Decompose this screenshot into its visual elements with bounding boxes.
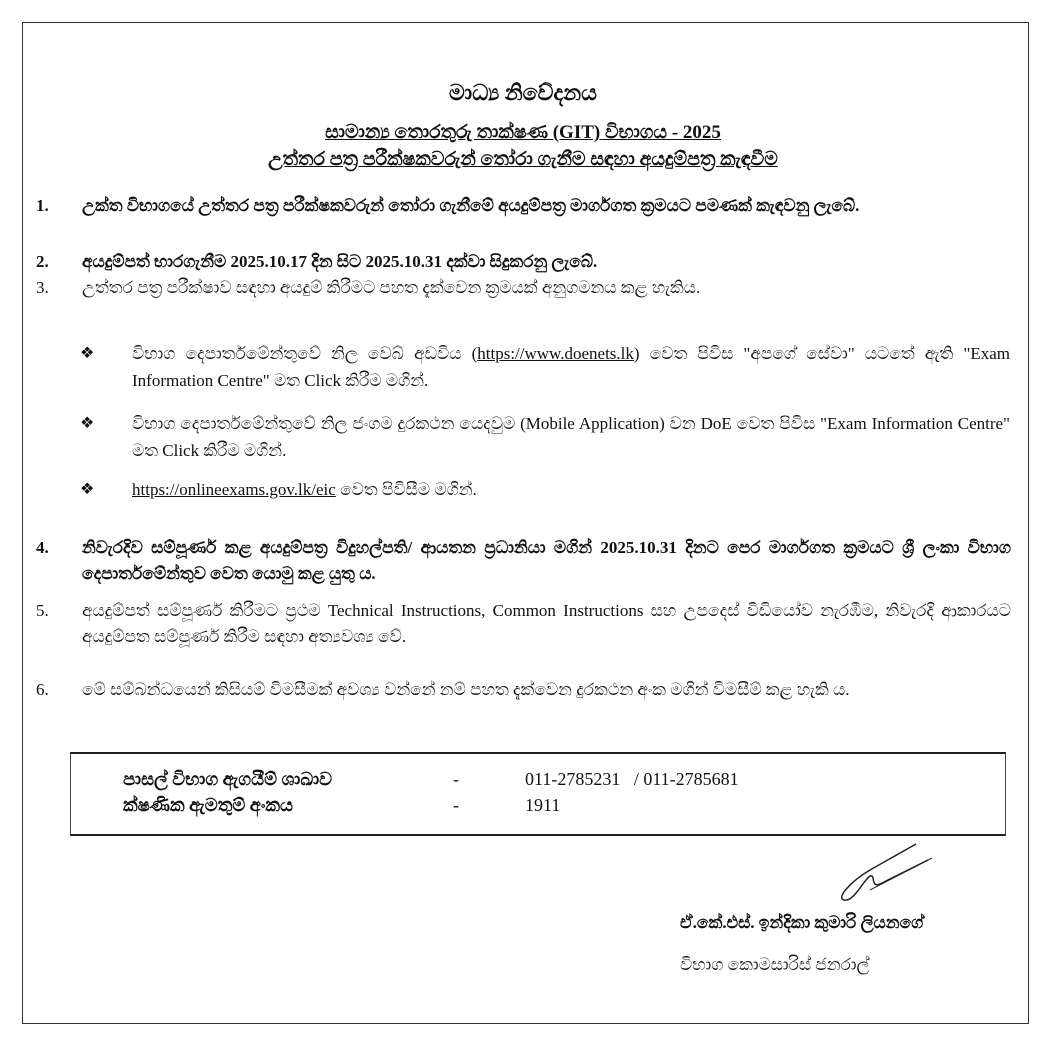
call-for-applications-subtitle: උත්තර පත්‍ර පරීක්ෂකවරුන් තෝරා ගැනීම සඳහා අයදුම්පත්‍ර කැඳවීම (268, 149, 778, 170)
item-text: නිවැරදිව සම්පූර්ණ කළ අයදුම්පත්‍ර විදුහල්පති/ ආයතන ප්‍රධානියා මගින් 2025.10.31 දිනට පෙර මාර්ගගත ක්‍රමයට ශ්‍රී ලංකා විභාග දෙපාර්තමේන්තුව වෙත යොමු කළ යුතු ය. (82, 538, 1011, 583)
exam-subtitle: සාමාන්‍ය තොරතුරු තාක්ෂණ (GIT) විභාගය - 2025 (325, 122, 721, 143)
signatory-name: ඒ.කේ.එස්. ඉන්දිකා කුමාරි ලියනගේ (680, 913, 924, 932)
bullet-text: විභාග දෙපාර්තමේන්තුවේ නිල ජංගම දුරකථන යෙදවුම (Mobile Application) වන DoE වෙත පිවිස "Exam Information Centre" මත Click කිරීම මගින්. (132, 414, 1010, 460)
bullet-item (80, 476, 1010, 503)
contact-separator: - (453, 769, 459, 789)
item-number: 3. (36, 278, 49, 297)
contact-phone: 1911 (525, 795, 561, 815)
contact-phone: 011-2785231 / 011-2785681 (525, 769, 739, 789)
contact-box (70, 752, 1006, 836)
page-title: මාධ්‍ය නිවේදනය (449, 80, 597, 105)
bullet-item (80, 340, 1010, 394)
bullet-item (80, 410, 1010, 464)
item-text: අයදුම්පත් සම්පූර්ණ කිරීමට ප්‍රථම Technical Instructions, Common Instructions සහ උපදෙස් වීඩියෝව නැරඹීම, නිවැරදි ආකාරයට අයදුම්පත සම්පූර්ණ කිරීම සඳහා අත්‍යවශ්‍ය වේ. (82, 601, 1011, 646)
signatory-title: විභාග කොමසාරිස් ජනරාල් (680, 955, 870, 974)
list-item (36, 249, 1011, 275)
signature-image (840, 840, 940, 910)
bullet-text: වෙත පිවිසීම මගින්. (335, 480, 477, 499)
contact-label: පාසල් විභාග ඇගයීම් ශාඛාව (123, 769, 333, 789)
contact-label: ක්ෂණික ඇමතුම් අංකය (123, 795, 293, 815)
item-number: 6. (36, 680, 49, 699)
item-number: 2. (36, 252, 49, 271)
item-number: 4. (36, 538, 49, 557)
item-number: 5. (36, 601, 49, 620)
item-text: මේ සම්බන්ධයෙන් කිසියම් විමසීමක් අවශ්‍ය වන්නේ නම් පහත දැක්වෙන දුරකථන අංක මගින් විමසීම් කළ හැකි ය. (82, 680, 850, 699)
onlineexams-link[interactable]: https://onlineexams.gov.lk/eic (132, 480, 336, 499)
bullet-text: ) වෙත පිවිස "අපගේ සේවා" යටතේ ඇති "Exam Information Centre" මත Click කිරීම මගින්. (132, 344, 1010, 390)
doenets-link[interactable]: https://www.doenets.lk (477, 344, 634, 363)
contact-row (123, 766, 983, 792)
bullet-text: විභාග දෙපාර්තමේන්තුවේ නිල වෙබ් අඩවිය ( (132, 344, 478, 363)
list-item (36, 275, 1011, 301)
item-text: උත්තර පත්‍ර පරීක්ෂාව සඳහා අයදුම් කිරීමට පහත දැක්වෙන ක්‍රමයක් අනුගමනය කළ හැකිය. (82, 278, 701, 297)
diamond-bullet-icon: ❖ (80, 481, 95, 498)
list-item (36, 535, 1011, 587)
contact-row (123, 792, 983, 818)
contact-separator: - (453, 795, 459, 815)
diamond-bullet-icon: ❖ (80, 415, 95, 432)
list-item (36, 193, 1011, 219)
list-item (36, 598, 1011, 650)
item-number: 1. (36, 196, 49, 215)
list-item (36, 677, 1011, 703)
diamond-bullet-icon: ❖ (80, 345, 95, 362)
item-text: උක්ත විභාගයේ උත්තර පත්‍ර පරීක්ෂකවරුන් තෝරා ගැනීමේ අයදුම්පත්‍ර මාර්ගගත ක්‍රමයට පමණක් කැඳවනු ලැබේ. (82, 196, 860, 215)
item-text: අයදුම්පත් භාරගැනීම 2025.10.17 දින සිට 2025.10.31 දක්වා සිදුකරනු ලැබේ. (82, 252, 598, 271)
